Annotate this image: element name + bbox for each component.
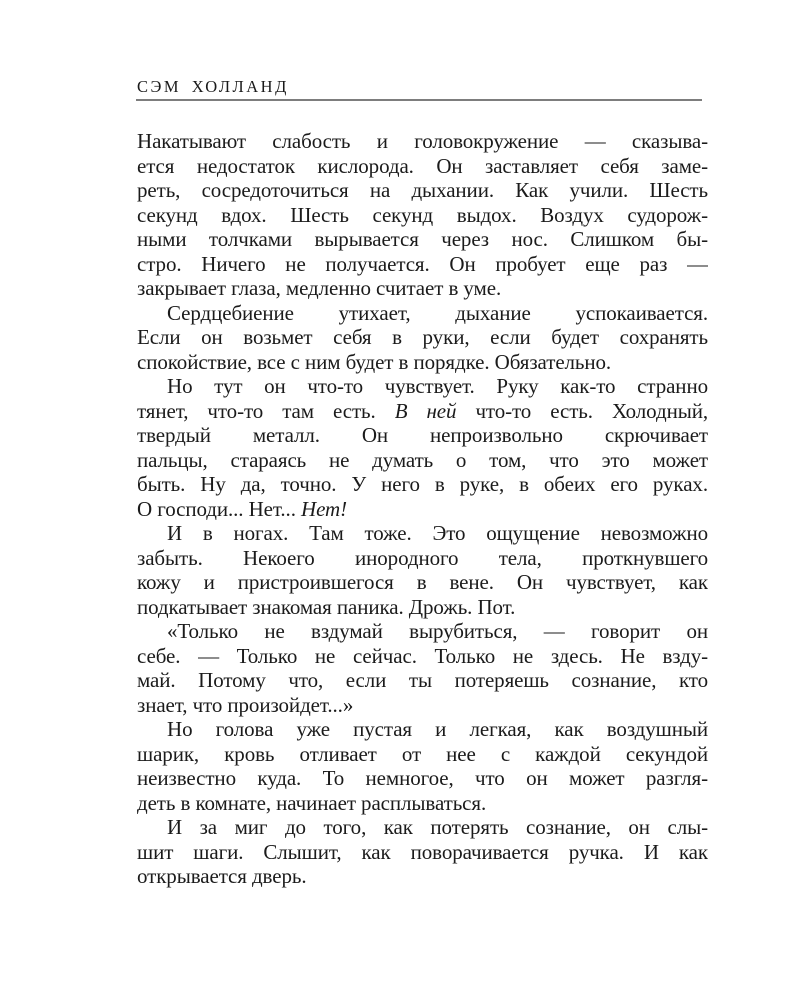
running-header-author: СЭМ ХОЛЛАНД (137, 77, 289, 96)
text-line (137, 350, 708, 375)
body-text: открывается дверь. (137, 864, 307, 888)
body-text: Накатывают слабость и головокружение — сказыва- (137, 129, 708, 153)
body-text: твердый металл. Он непроизвольно скрючивает (137, 423, 708, 447)
text-line (137, 791, 708, 816)
text-line (137, 472, 708, 497)
text-line (137, 227, 708, 252)
text-line (137, 619, 708, 644)
text-line (137, 448, 708, 473)
paragraph (137, 301, 708, 375)
text-line (137, 325, 708, 350)
body-text: быть. Ну да, точно. У него в руке, в обеих его руках. (137, 472, 708, 496)
paragraph (137, 374, 708, 521)
paragraph (137, 521, 708, 619)
body-text: Сердцебиение утихает, дыхание успокаивается. (167, 300, 708, 325)
text-line (137, 423, 708, 448)
header-rule (136, 99, 702, 101)
body-text: шит шаги. Слышит, как поворачивается ручка. И как (137, 839, 708, 864)
text-block (137, 129, 708, 889)
body-text: тянет, что-то там есть. (137, 398, 395, 423)
body-text: забыть. Некоего инородного тела, проткнувшего (137, 545, 708, 570)
body-text: май. Потому что, если ты потеряешь сознание, кто (137, 668, 708, 692)
text-line (137, 644, 708, 669)
emphasized-text: В ней (394, 398, 457, 423)
body-text: ется недостаток кислорода. Он заставляет себя заме- (137, 153, 708, 178)
text-line (137, 129, 708, 154)
text-line (137, 546, 708, 571)
text-line (137, 252, 708, 277)
text-line (137, 864, 708, 889)
text-line (137, 203, 708, 228)
body-text: знает, что произойдет...» (137, 692, 354, 717)
body-text: И в ногах. Там тоже. Это ощущение невозможно (167, 521, 708, 545)
body-text: закрывает глаза, медленно считает в уме. (137, 276, 502, 300)
paragraph (137, 717, 708, 815)
body-text: секунд вдох. Шесть секунд выдох. Воздух судорож- (137, 202, 708, 227)
text-line (137, 497, 708, 522)
body-text: деть в комнате, начинает расплываться. (137, 790, 487, 815)
text-line (137, 840, 708, 865)
text-line (137, 693, 708, 718)
body-text: Но тут он что-то чувствует. Руку как-то странно (167, 374, 708, 398)
body-text: кожу и пристроившегося в вене. Он чувствует, как (137, 570, 708, 594)
paragraph (137, 619, 708, 717)
text-line (137, 154, 708, 179)
text-line (137, 595, 708, 620)
text-line (137, 521, 708, 546)
body-text: Но голова уже пустая и легкая, как воздушный (167, 717, 708, 741)
text-line (137, 178, 708, 203)
body-text: неизвестно куда. То немногое, что он может разгля- (137, 766, 708, 790)
body-text: подкатывает знакомая паника. Дрожь. Пот. (137, 594, 516, 619)
body-text: О господи... Нет... (137, 496, 301, 521)
body-text: Если он возьмет себя в руки, если будет сохранять (137, 325, 708, 349)
body-text: И за миг до того, как потерять сознание, он слы- (167, 815, 708, 839)
body-text: что-то есть. Холодный, (456, 398, 708, 423)
body-text: реть, сосредоточиться на дыхании. Как учили. Шесть (137, 178, 708, 202)
paragraph (137, 815, 708, 889)
text-line (137, 766, 708, 791)
text-line (137, 301, 708, 326)
body-text: пальцы, стараясь не думать о том, что это может (137, 447, 708, 472)
body-text: стро. Ничего не получается. Он пробует еще раз — (137, 251, 708, 276)
paragraph (137, 129, 708, 301)
body-text: спокойствие, все с ним будет в порядке. Обязательно. (137, 349, 612, 374)
text-line (137, 276, 708, 301)
text-line (137, 815, 708, 840)
emphasized-text: Нет! (301, 496, 347, 521)
text-line (137, 668, 708, 693)
text-line (137, 374, 708, 399)
text-line (137, 717, 708, 742)
body-text: шарик, кровь отливает от нее с каждой секундой (137, 741, 708, 766)
text-line (137, 570, 708, 595)
text-line (137, 742, 708, 767)
text-line (137, 399, 708, 424)
body-text: себе. — Только не сейчас. Только не здесь. Не взду- (137, 643, 708, 668)
body-text: ными толчками вырывается через нос. Слишком бы- (137, 227, 708, 251)
body-text: «Только не вздумай вырубиться, — говорит он (167, 619, 708, 643)
